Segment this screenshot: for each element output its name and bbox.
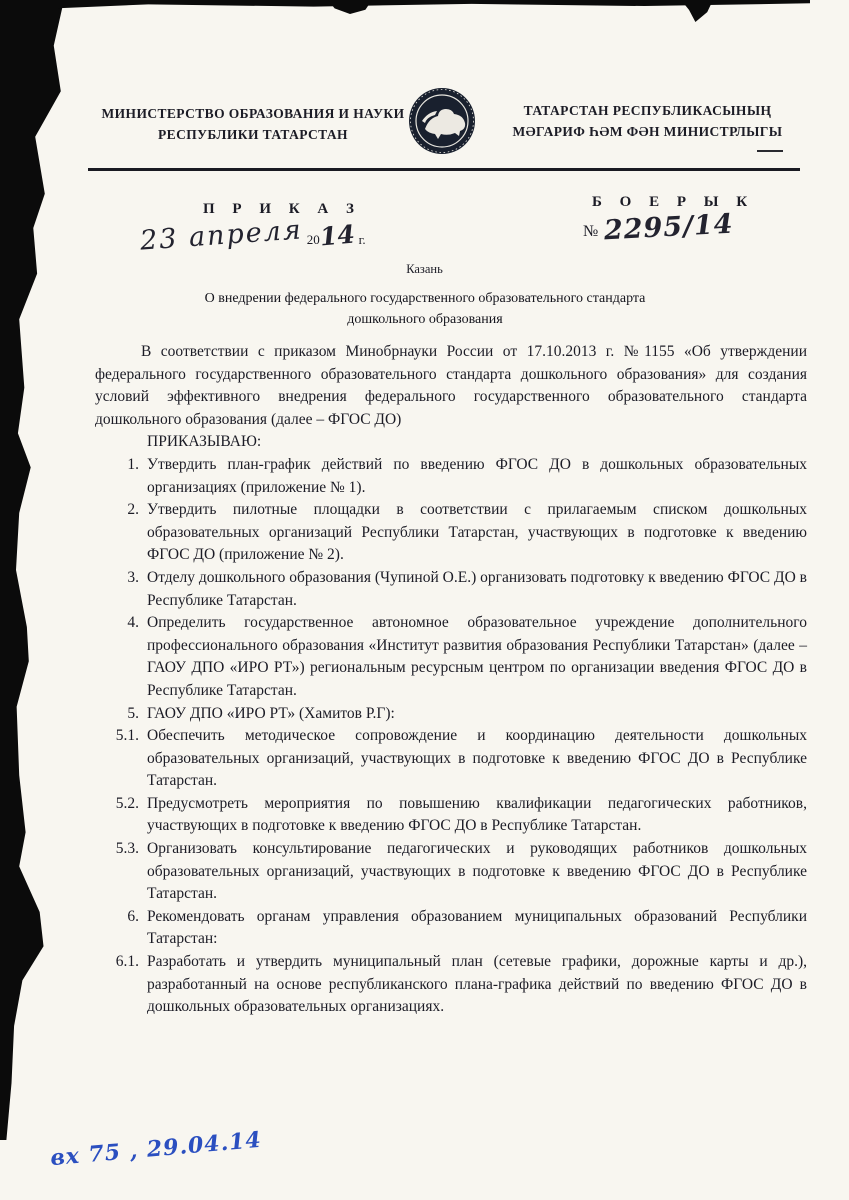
item-number: 3. <box>127 568 139 586</box>
order-verb: ПРИКАЗЫВАЮ: <box>147 433 262 451</box>
order-number-sign: № <box>583 223 599 240</box>
ministry-name-tatar-line1: ТАТАРСТАН РЕСПУБЛИКАСЫНЫҢ <box>523 103 772 118</box>
item-text: ГАОУ ДПО «ИРО РТ» (Хамитов Р.Г): <box>147 704 395 722</box>
scan-artifact-top-mark <box>681 0 713 22</box>
order-label-tatar: Б О Е Р Ы К <box>592 194 755 210</box>
order-items <box>95 454 807 1019</box>
ministry-name-russian-line1: МИНИСТЕРСТВО ОБРАЗОВАНИЯ И НАУКИ <box>101 106 405 121</box>
document-body <box>95 341 807 1019</box>
registration-note-handwritten: вх 75 , 29.04.14 <box>49 1126 263 1172</box>
item-text: Отделу дошкольного образования (Чупиной О.Е.) организовать подготовку к введению ФГОС ДО в Республике Татарстан. <box>147 568 807 609</box>
ministry-name-tatar <box>490 100 805 142</box>
item-number: 5.1. <box>115 727 139 745</box>
header-divider <box>88 168 800 171</box>
order-item <box>95 612 807 702</box>
item-text: Организовать консультирование педагогических и руководящих работников дошкольных образовательных организаций, участвующих в подготовке к введению ФГОС ДО в Республике Татарстан. <box>147 840 807 903</box>
item-text: Утвердить план-график действий по введению ФГОС ДО в дошкольных образовательных организациях (приложение № 1). <box>147 455 807 496</box>
item-text: Разработать и утвердить муниципальный план (сетевые графики, дорожные карты и др.), разработанный на основе республиканского плана-графика действий по введению ФГОС ДО в дошкольных образовательных организациях. <box>147 953 807 1016</box>
order-date-year-printed: 20 <box>306 232 320 247</box>
scan-dash-mark <box>757 150 783 152</box>
coat-of-arms-icon <box>407 86 477 156</box>
order-date-year-handwritten: 14 <box>318 219 356 252</box>
item-number: 6.1. <box>115 953 139 971</box>
tatarstan-emblem <box>407 86 477 156</box>
item-text: Утвердить пилотные площадки в соответствии с прилагаемым списком дошкольных образовательных организаций Республики Татарстан, участвующих в подготовке к введению ФГОС ДО (приложение № 2). <box>147 501 807 564</box>
order-date <box>139 214 366 257</box>
ministry-name-russian-line2: РЕСПУБЛИКИ ТАТАРСТАН <box>158 127 348 142</box>
order-date-handwritten: 23 апреля <box>139 214 304 257</box>
item-number: 6. <box>127 907 139 925</box>
ministry-name-tatar-line2: МӘГАРИФ ҺӘМ ФӘН МИНИСТРЛЫГЫ <box>512 124 783 139</box>
item-number: 5.2. <box>115 794 139 812</box>
ministry-name-russian <box>88 103 418 145</box>
scan-artifact-top-blob <box>328 0 372 14</box>
order-number-handwritten: 2295/14 <box>603 208 735 247</box>
item-text: Предусмотреть мероприятия по повышению квалификации педагогических работников, участвующих в подготовке к введению ФГОС ДО в Республике Татарстан. <box>147 794 807 835</box>
item-text: Рекомендовать органам управления образованием муниципальных образований Республики Татарстан: <box>147 907 807 948</box>
order-item <box>95 793 807 838</box>
item-number: 2. <box>127 501 139 519</box>
city-label: Казань <box>406 262 443 276</box>
item-number: 4. <box>127 614 139 632</box>
order-date-suffix: г. <box>358 232 366 247</box>
order-number <box>583 208 735 247</box>
intro-paragraph: В соответствии с приказом Минобрнауки России от 17.10.2013 г. №1155 «Об утверждении федерального государственного образовательного стандарта дошкольного образования» для создания условий эффективного внедрения федерального государственного образовательного стандарта дошкольного образования (далее – ФГОС ДО) <box>95 343 807 428</box>
item-text: Обеспечить методическое сопровождение и координацию деятельности дошкольных образовательных организаций, участвующих в подготовке к введению ФГОС ДО в Республике Татарстан. <box>147 727 807 790</box>
scan-artifact-left-edge <box>0 0 64 1140</box>
order-item <box>95 454 807 499</box>
document-title <box>70 288 780 330</box>
order-item <box>95 725 807 793</box>
order-item <box>95 703 807 726</box>
order-item <box>95 499 807 567</box>
order-label-russian: П Р И К А З <box>203 201 361 217</box>
item-number: 5. <box>127 704 139 722</box>
item-text: Определить государственное автономное образовательное учреждение дополнительного профессионального образования «Институт развития образования Республики Татарстан» (далее – ГАОУ ДПО «ИРО РТ») региональным ресурсным центром по организации введения ФГОС ДО в Республике Татарстан. <box>147 614 807 699</box>
order-item <box>95 906 807 951</box>
item-number: 5.3. <box>115 840 139 858</box>
document-title-line2: дошкольного образования <box>347 312 503 327</box>
order-item <box>95 838 807 906</box>
order-item <box>95 567 807 612</box>
order-item <box>95 951 807 1019</box>
document-title-line1: О внедрении федерального государственного образовательного стандарта <box>204 291 646 306</box>
item-number: 1. <box>127 455 139 473</box>
